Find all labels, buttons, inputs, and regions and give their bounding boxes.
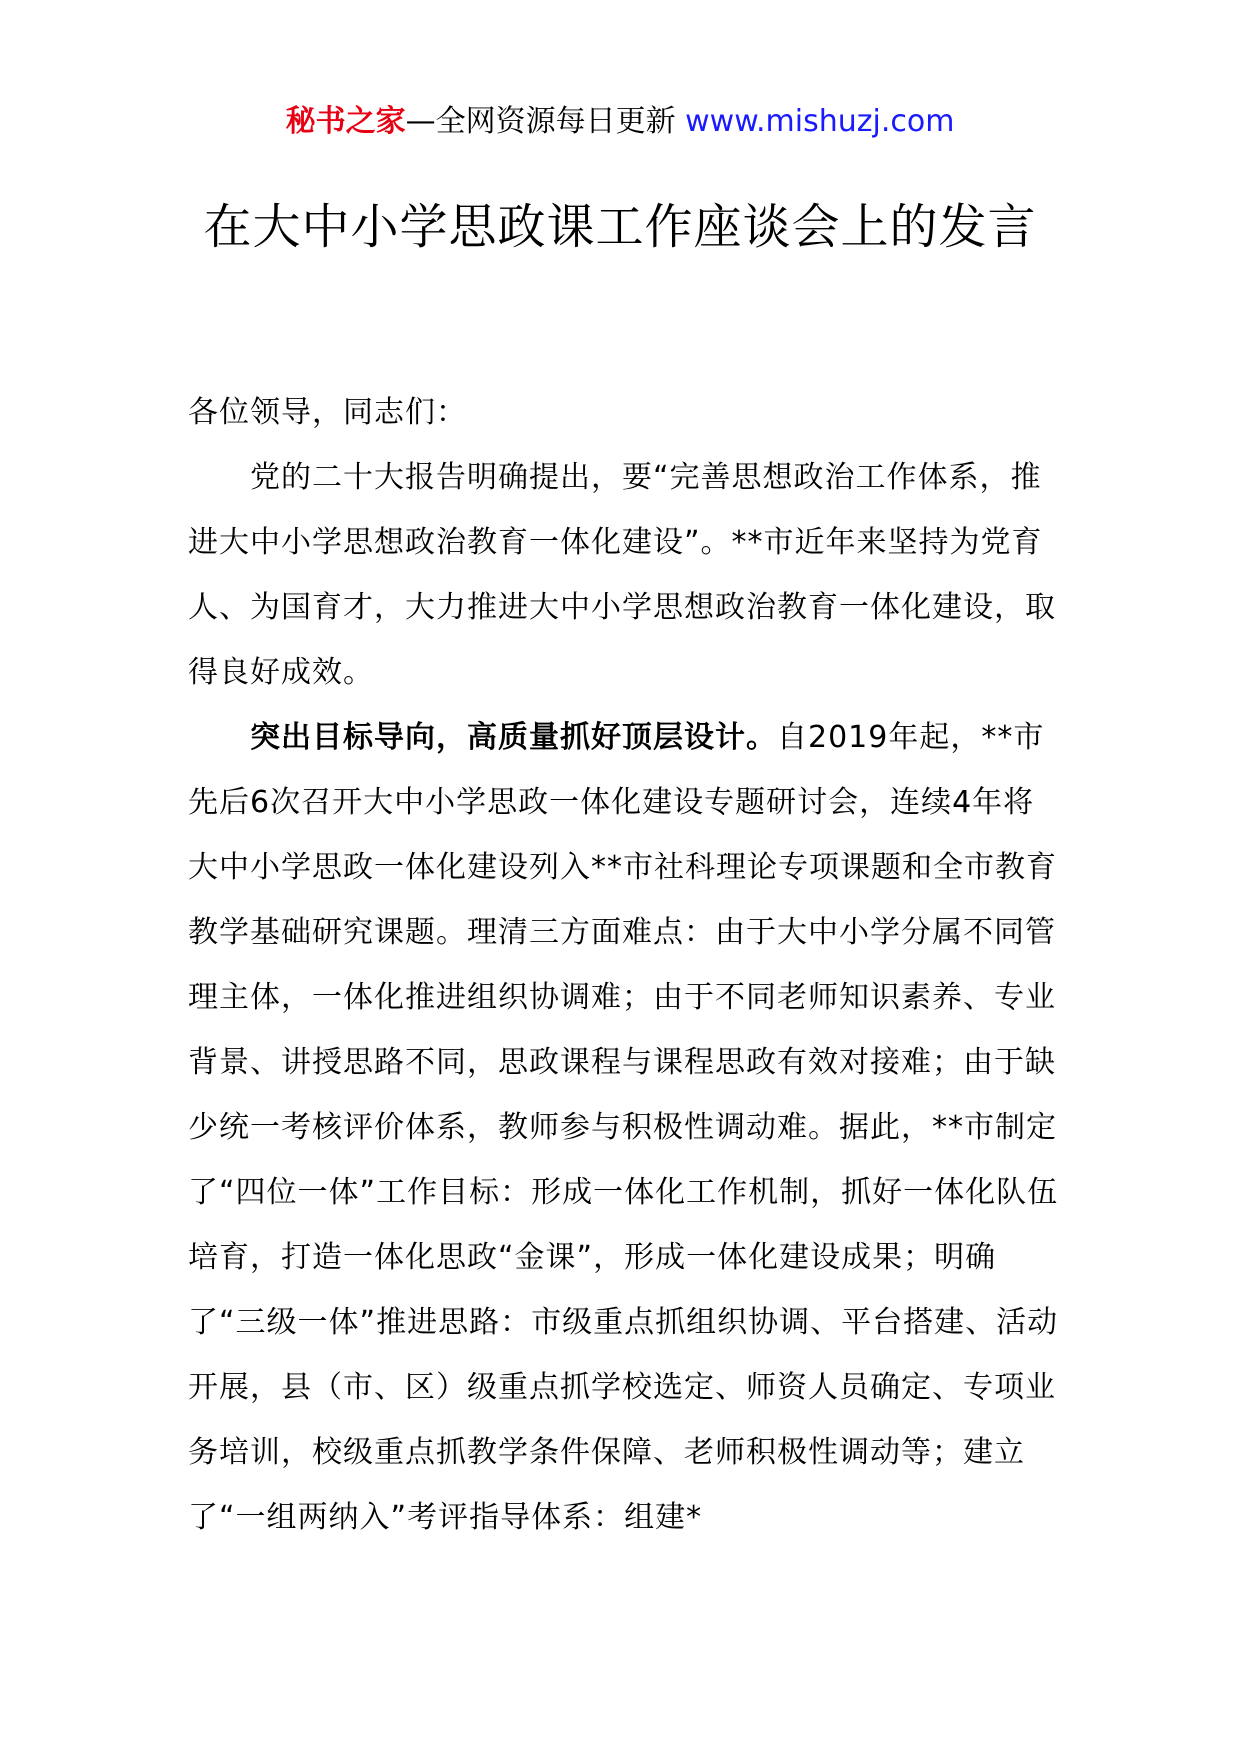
salutation: 各位领导，同志们： [188, 395, 467, 430]
brand-name: 秘书之家 [285, 104, 406, 139]
paragraph-text: 自2019年起，**市先后6次召开大中小学思政一体化建设专题研讨会，连续4年将大中小学思政一体化建设列入**市社科理论专项课题和全市教育教学基础研究课题。理清三方面难点：由于大中小学分属不同管理主体，一体化推进组织协调难；由于不同老师知识素养、专业背景、讲授思路不同，思政课程与课程思政有效对接难；由于缺少统一考核评价体系，教师参与积极性调动难。据此，**市制定了“四位一体”工作目标：形成一体化工作机制，抓好一体化队伍培育，打造一体化思政“金课”，形成一体化建设成果；明确了“三级一体”推进思路：市级重点抓组织协调、平台搭建、活动开展，县（市、区）级重点抓学校选定、师资人员确定、专项业务培训，校级重点抓教学条件保障、老师积极性调动等；建立了“一组两纳入”考评指导体系：组建* [188, 720, 1059, 1535]
header-tagline: —全网资源每日更新 [405, 104, 686, 139]
site-url-link[interactable]: www.mishuzj.com [685, 104, 955, 139]
paragraph-top-level-design [188, 705, 1060, 1550]
document-body [188, 380, 1060, 1550]
document-title: 在大中小学思政课工作座谈会上的发言 [203, 199, 1037, 255]
site-header [0, 100, 1240, 144]
paragraph-intro [188, 445, 1060, 705]
paragraph-text: 党的二十大报告明确提出，要“完善思想政治工作体系，推进大中小学思想政治教育一体化建设”。**市近年来坚持为党育人、为国育才，大力推进大中小学思想政治教育一体化建设，取得良好成效。 [188, 460, 1056, 690]
paragraph-heading: 突出目标导向，高质量抓好顶层设计。 [250, 720, 777, 755]
